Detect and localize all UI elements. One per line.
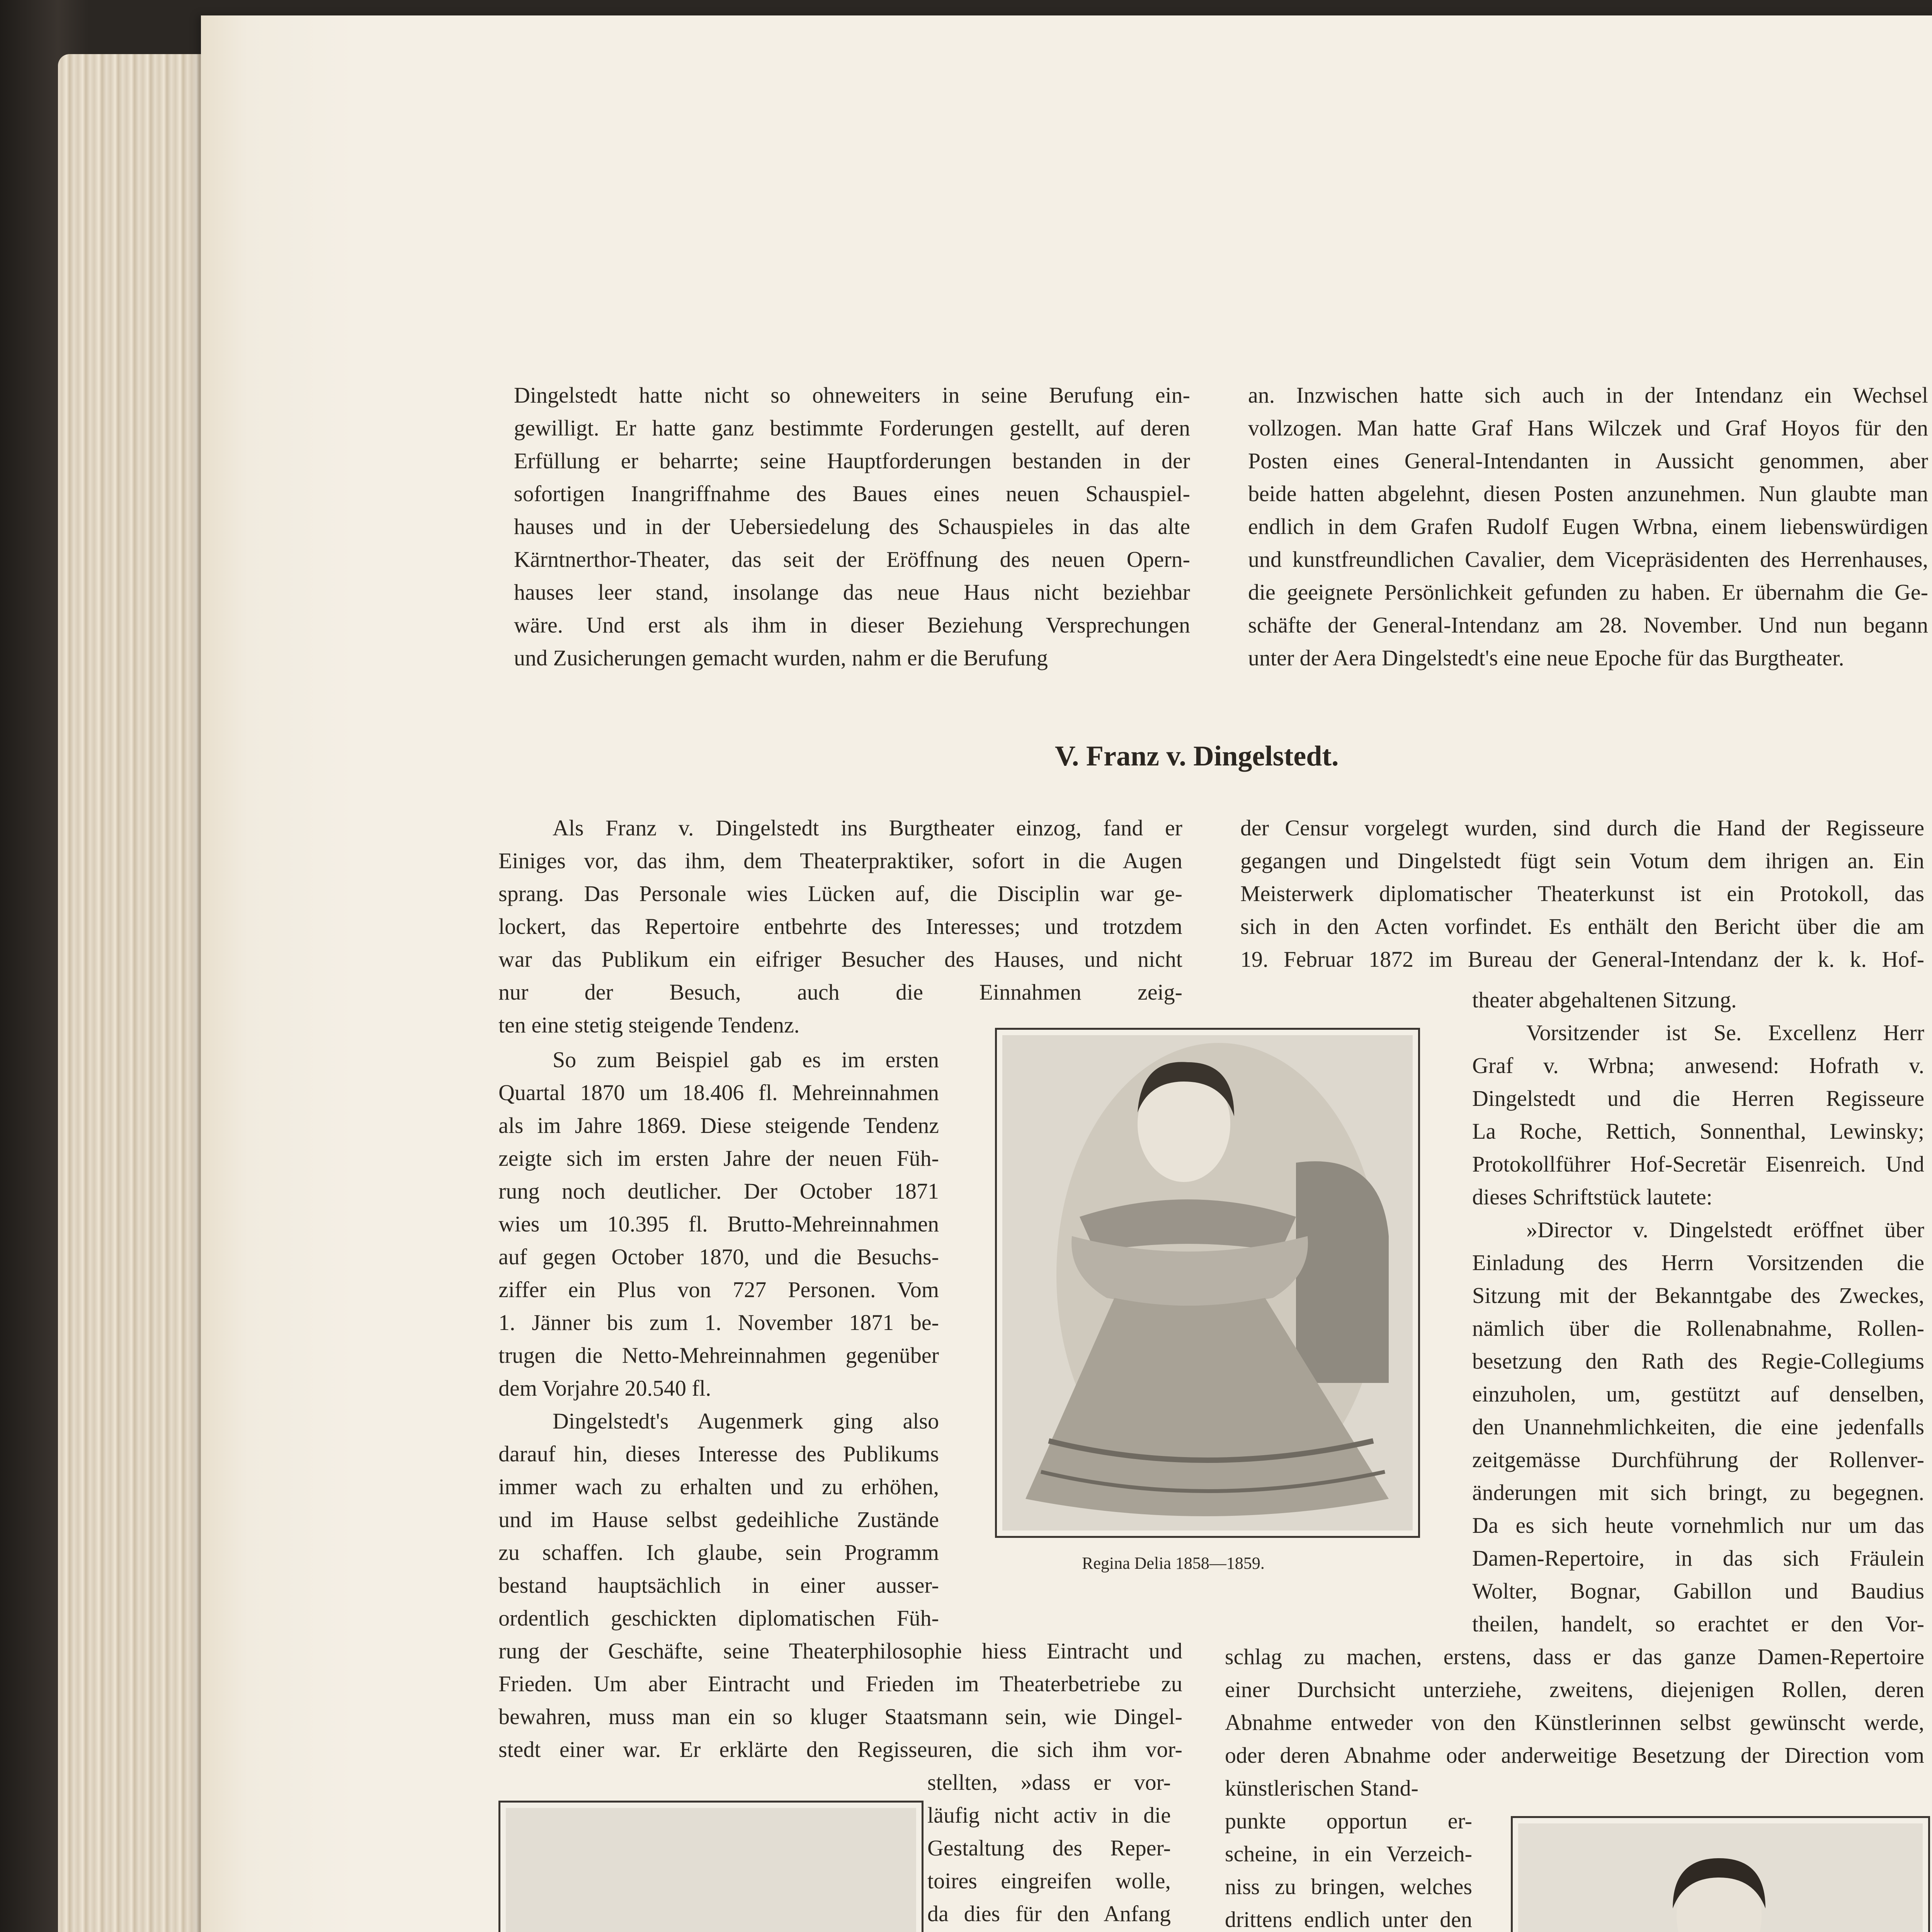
text-line: rung der Geschäfte, seine Theaterphilosophie hiess Eintracht und	[498, 1638, 1182, 1663]
text-line: dem Vorjahre 20.540 fl.	[498, 1376, 711, 1401]
text-line: Einiges vor, das ihm, dem Theaterpraktiker, sofort in die Augen	[498, 848, 1182, 873]
text-line: stellten, »dass er vor-	[927, 1770, 1171, 1795]
text-line: Posten eines General-Intendanten in Aussicht genommen, aber	[1248, 448, 1928, 473]
text-line: ordentlich geschickten diplomatischen Füh-	[498, 1605, 939, 1631]
text-line: rung noch deutlicher. Der October 1871	[498, 1179, 939, 1204]
text-line: schlag zu machen, erstens, dass er das ganze Damen-Repertoire	[1225, 1644, 1924, 1669]
text-line: theater abgehaltenen Sitzung.	[1472, 987, 1737, 1012]
woman-profile-photo	[506, 1808, 916, 1932]
text-line: hauses und in der Uebersiedelung des Schauspieles in das alte	[514, 514, 1190, 539]
text-line: da dies für den Anfang	[927, 1901, 1171, 1926]
text-line: lockert, das Repertoire entbehrte des Interesses; und trotzdem	[498, 914, 1182, 939]
text-line: als im Jahre 1869. Diese steigende Tendenz	[498, 1113, 939, 1138]
text-line: hauses leer stand, insolange das neue Haus nicht beziehbar	[514, 580, 1190, 605]
right-column-continued	[1225, 1640, 1924, 1804]
text-line: einer Durchsicht unterziehe, zweitens, diejenigen Rollen, deren	[1225, 1677, 1924, 1702]
right-column-narrow	[1472, 983, 1924, 1640]
text-line: »Director v. Dingelstedt eröffnet über	[1526, 1217, 1924, 1242]
text-line: scheine, in ein Verzeich-	[1225, 1841, 1472, 1866]
text-line: änderungen mit sich bringt, zu begegnen.	[1472, 1480, 1924, 1505]
text-line: trugen die Netto-Mehreinnahmen gegenüber	[498, 1343, 939, 1368]
text-line: zeigte sich im ersten Jahre der neuen Füh-	[498, 1146, 939, 1171]
top-left-column	[514, 379, 1190, 674]
caption-regina-delia: Regina Delia 1858—1859.	[1082, 1554, 1265, 1573]
text-line: wäre. Und erst als ihm in dieser Beziehung Versprechungen	[514, 612, 1190, 638]
text-line: nur der Besuch, auch die Einnahmen zeig-	[498, 980, 1182, 1005]
text-line: beide hatten abgelehnt, diesen Posten anzunehmen. Nun glaubte man	[1248, 481, 1928, 506]
portrait-regina-delia	[995, 1028, 1420, 1538]
section-heading: V. Franz v. Dingelstedt.	[1055, 740, 1339, 772]
text-line: vollzogen. Man hatte Graf Hans Wilczek und Graf Hoyos für den	[1248, 415, 1928, 440]
text-line	[927, 1930, 1171, 1932]
seated-woman-illustration	[1002, 1035, 1413, 1531]
text-line: Gestaltung des Reper-	[927, 1835, 1171, 1861]
portrait-lina-schaefer	[1511, 1816, 1930, 1932]
text-line: 19. Februar 1872 im Bureau der General-Intendanz der k. k. Hof-	[1240, 947, 1924, 972]
text-line: Dingelstedt und die Herren Regisseure	[1472, 1086, 1924, 1111]
text-line: bestand hauptsächlich in einer ausser-	[498, 1573, 939, 1598]
text-line: Frieden. Um aber Eintracht und Frieden im Theaterbetriebe zu	[498, 1671, 1182, 1696]
text-line: an. Inzwischen hatte sich auch in der Intendanz ein Wechsel	[1248, 383, 1928, 408]
text-line: Dingelstedt hatte nicht so ohneweiters in seine Berufung ein-	[514, 383, 1190, 408]
text-line: Erfüllung er beharrte; seine Hauptforderungen bestanden in der	[514, 448, 1190, 473]
text-line: sofortigen Inangriffnahme des Baues eines neuen Schauspiel-	[514, 481, 1190, 506]
text-line: ten eine stetig steigende Tendenz.	[498, 1012, 800, 1037]
text-line: und im Hause selbst gedeihliche Zustände	[498, 1507, 939, 1532]
text-line: punkte opportun er-	[1225, 1808, 1472, 1833]
text-line: Als Franz v. Dingelstedt ins Burgtheater einzog, fand er	[553, 815, 1182, 840]
text-line: Damen-Repertoire, in das sich Fräulein	[1472, 1546, 1924, 1571]
standing-woman-illustration	[1518, 1823, 1923, 1932]
text-line: zeitgemässe Durchführung der Rollenver-	[1472, 1447, 1924, 1472]
text-line: immer wach zu erhalten und zu erhöhen,	[498, 1474, 939, 1499]
right-column-bottom	[1225, 1804, 1472, 1932]
text-line: stedt einer war. Er erklärte den Regisseuren, die sich ihm vor-	[498, 1737, 1182, 1762]
text-line: sprang. Das Personale wies Lücken auf, die Disciplin war ge-	[498, 881, 1182, 906]
text-line: auf gegen October 1870, und die Besuchs-	[498, 1244, 939, 1269]
text-line: Sitzung mit der Bekanntgabe des Zweckes,	[1472, 1283, 1924, 1308]
text-line: wies um 10.395 fl. Brutto-Mehreinnahmen	[498, 1211, 939, 1236]
text-line: der Censur vorgelegt wurden, sind durch die Hand der Regisseure	[1240, 815, 1924, 840]
text-line: La Roche, Rettich, Sonnenthal, Lewinsky;	[1472, 1119, 1924, 1144]
text-line: die geeignete Persönlichkeit gefunden zu haben. Er übernahm die Ge-	[1248, 580, 1928, 605]
right-column-intro	[1240, 811, 1924, 976]
left-column-bottom	[927, 1766, 1171, 1932]
text-line: theilen, handelt, so erachtet er den Vor-	[1472, 1611, 1924, 1636]
text-line: künstlerischen Stand-	[1225, 1776, 1418, 1801]
text-line: Protokollführer Hof-Secretär Eisenreich. Und	[1472, 1151, 1924, 1177]
text-line: einzuholen, um, gestützt auf denselben,	[1472, 1381, 1924, 1406]
text-line: Quartal 1870 um 18.406 fl. Mehreinnahmen	[498, 1080, 939, 1105]
text-line: darauf hin, dieses Interesse des Publikums	[498, 1441, 939, 1466]
text-line: bewahren, muss man ein so kluger Staatsmann sein, wie Dingel-	[498, 1704, 1182, 1729]
page-edges	[58, 54, 220, 1932]
text-line: dieses Schriftstück lautete:	[1472, 1184, 1713, 1209]
text-line: Kärntnerthor-Theater, das seit der Eröffnung des neuen Opern-	[514, 547, 1190, 572]
text-line: und Zusicherungen gemacht wurden, nahm er die Berufung	[514, 645, 1048, 670]
portrait-emilie-scholz-wisgrill	[498, 1801, 923, 1932]
text-line: So zum Beispiel gab es im ersten	[553, 1047, 939, 1072]
left-column-intro	[498, 811, 1182, 1041]
text-line: Einladung des Herrn Vorsitzenden die	[1472, 1250, 1924, 1275]
text-line: gewilligt. Er hatte ganz bestimmte Forderungen gestellt, auf deren	[514, 415, 1190, 440]
text-line: gegangen und Dingelstedt fügt sein Votum dem ihrigen an. Ein	[1240, 848, 1924, 873]
text-line: nämlich über die Rollenabnahme, Rollen-	[1472, 1316, 1924, 1341]
text-line: den Unannehmlichkeiten, die eine jedenfalls	[1472, 1414, 1924, 1439]
text-line: drittens endlich unter den	[1225, 1907, 1472, 1932]
text-line: endlich in dem Grafen Rudolf Eugen Wrbna, einem liebenswürdigen	[1248, 514, 1928, 539]
text-line: 1. Jänner bis zum 1. November 1871 be-	[498, 1310, 939, 1335]
text-line: sich in den Acten vorfindet. Es enthält den Bericht über die am	[1240, 914, 1924, 939]
text-line: ziffer ein Plus von 727 Personen. Vom	[498, 1277, 939, 1302]
text-line: niss zu bringen, welches	[1225, 1874, 1472, 1899]
text-line: läufig nicht activ in die	[927, 1803, 1171, 1828]
text-line: Abnahme entweder von den Künstlerinnen selbst gewünscht werde,	[1225, 1710, 1924, 1735]
text-line: und kunstfreundlichen Cavalier, dem Vicepräsidenten des Herrenhauses,	[1248, 547, 1928, 572]
text-line: schäfte der General-Intendanz am 28. November. Und nun begann	[1248, 612, 1928, 638]
top-right-column	[1248, 379, 1928, 674]
text-line: Vorsitzender ist Se. Excellenz Herr	[1526, 1020, 1924, 1045]
left-column-narrow	[498, 1043, 939, 1634]
text-line: Meisterwerk diplomatischer Theaterkunst ist ein Protokoll, das	[1240, 881, 1924, 906]
left-column-continued	[498, 1634, 1182, 1766]
text-line: war das Publikum ein eifriger Besucher des Hauses, und nicht	[498, 947, 1182, 972]
text-line: Dingelstedt's Augenmerk ging also	[553, 1408, 939, 1434]
text-line: zu schaffen. Ich glaube, sein Programm	[498, 1540, 939, 1565]
text-line: Graf v. Wrbna; anwesend: Hofrath v.	[1472, 1053, 1924, 1078]
text-line: Wolter, Bognar, Gabillon und Baudius	[1472, 1578, 1924, 1604]
text-line: oder deren Abnahme oder anderweitige Besetzung der Direction vom	[1225, 1743, 1924, 1768]
text-line: unter der Aera Dingelstedt's eine neue Epoche für das Burgtheater.	[1248, 645, 1844, 670]
text-line: Da es sich heute vornehmlich nur um das	[1472, 1513, 1924, 1538]
text-line: toires eingreifen wolle,	[927, 1868, 1171, 1893]
text-line: besetzung den Rath des Regie-Collegiums	[1472, 1349, 1924, 1374]
